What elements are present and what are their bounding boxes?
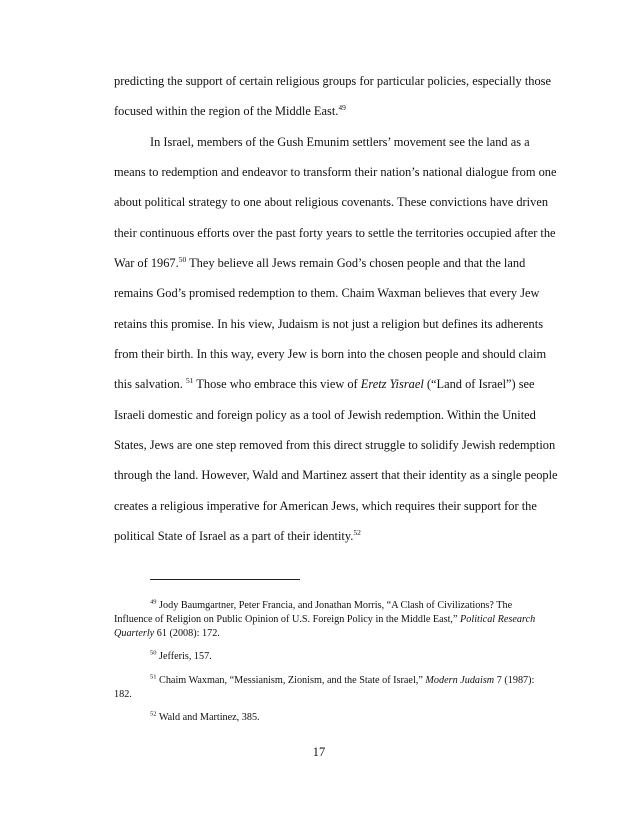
footnote-text: Jody Baumgartner, Peter Francia, and Jonathan Morris, “A Clash of Civilizations? The: [156, 600, 513, 611]
body-text: this salvation.: [114, 377, 186, 391]
journal-title: Political Research: [460, 614, 536, 625]
footnote-separator: [150, 579, 300, 580]
body-line-13: [114, 437, 555, 453]
body-text: means to redemption and endeavor to transform their nation’s national dialogue from one: [114, 165, 557, 179]
footnote-text: Jefferis, 157.: [156, 651, 212, 662]
body-text: about political strategy to one about religious covenants. These convictions have driven: [114, 195, 549, 209]
body-text: focused within the region of the Middle East.: [114, 104, 339, 118]
body-line-14: [114, 467, 558, 483]
body-line-8: [114, 285, 539, 301]
journal-title: Modern Judaism: [425, 675, 495, 686]
body-line-11: [114, 376, 535, 392]
footnote-number: 50: [150, 649, 157, 657]
footnote-50: [150, 650, 212, 664]
body-text: Israeli domestic and foreign policy as a tool of Jewish redemption. Within the United: [114, 408, 536, 422]
body-text: retains this promise. In his view, Judaism is not just a religion but defines its adherents: [114, 317, 544, 331]
footnote-text: 182.: [114, 689, 132, 700]
footnote-text: 7 (1987):: [494, 675, 535, 686]
body-line-4: [114, 164, 557, 180]
footnote-ref-52[interactable]: 52: [353, 527, 361, 537]
footnote-number: 52: [150, 710, 157, 718]
journal-title: Quarterly: [114, 628, 155, 639]
body-text: Those who embrace this view of: [193, 377, 361, 391]
footnote-52: [150, 711, 260, 725]
body-text: States, Jews are one step removed from this direct struggle to solidify Jewish redemption: [114, 438, 556, 452]
body-line-2: [114, 103, 346, 119]
page-number: 17: [312, 745, 326, 759]
body-line-3: [150, 134, 530, 150]
footnote-49-line-2: [114, 613, 535, 627]
footnote-49-line-3: [114, 627, 220, 641]
footnote-text: 61 (2008): 172.: [154, 628, 220, 639]
body-text: In Israel, members of the Gush Emunim settlers’ movement see the land as a: [150, 135, 530, 149]
body-line-6: [114, 225, 556, 241]
footnote-text: Influence of Religion on Public Opinion of U.S. Foreign Policy in the Middle East,”: [114, 614, 461, 625]
footnote-number: 49: [150, 598, 157, 606]
footnote-51-line-1: [150, 674, 534, 688]
body-text: through the land. However, Wald and Martinez assert that their identity as a single people: [114, 468, 558, 482]
body-text: predicting the support of certain religious groups for particular policies, especially those: [114, 74, 551, 88]
body-line-12: [114, 407, 536, 423]
footnote-ref-51[interactable]: 51: [185, 375, 194, 385]
body-text: remains God’s promised redemption to them. Chaim Waxman believes that every Jew: [114, 286, 540, 300]
footnote-49-line-1: [150, 599, 512, 613]
body-text: from their birth. In this way, every Jew is born into the chosen people and should claim: [114, 347, 547, 361]
body-line-10: [114, 346, 546, 362]
body-line-9: [114, 316, 543, 332]
body-line-15: [114, 498, 537, 514]
body-text: War of 1967.: [114, 256, 179, 270]
body-line-7: [114, 255, 525, 271]
body-line-1: [114, 73, 551, 89]
body-text: They believe all Jews remain God’s chosen people and that the land: [186, 256, 526, 270]
body-line-5: [114, 194, 548, 210]
body-text: political State of Israel as a part of their identity.: [114, 529, 354, 543]
body-text: creates a religious imperative for American Jews, which requires their support for the: [114, 499, 537, 513]
body-line-16: [114, 528, 361, 544]
italic-term: Eretz Yisrael: [360, 377, 424, 391]
body-text: their continuous efforts over the past forty years to settle the territories occupied after the: [114, 226, 556, 240]
body-text: (“Land of Israel”) see: [423, 377, 535, 391]
footnote-text: Chaim Waxman, “Messianism, Zionism, and the State of Israel,”: [156, 675, 426, 686]
footnote-ref-50[interactable]: 50: [178, 254, 187, 264]
footnote-ref-49[interactable]: 49: [338, 102, 346, 112]
footnote-51-line-2: [114, 688, 132, 702]
footnote-number: 51: [150, 673, 157, 681]
footnote-text: Wald and Martinez, 385.: [156, 712, 260, 723]
